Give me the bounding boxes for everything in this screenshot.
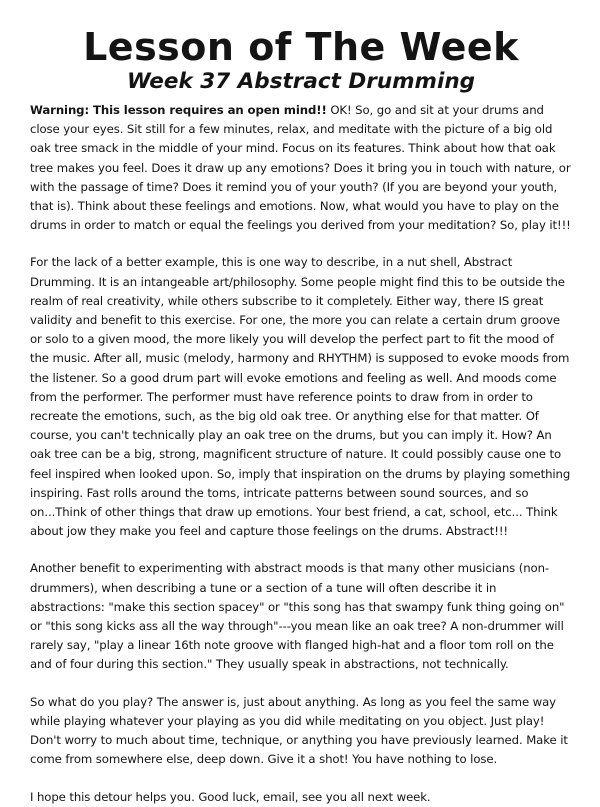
- paragraph-text: So what do you play? The answer is, just about anything. As long as you feel the same way while playing whatever your playing as you did while meditating on you object. Just play! Don't worry to much about time, technique, or anything you have previously learned. Make it come from somewhere else, deep down. Give it a shot! You have nothing to lose.: [30, 694, 568, 767]
- paragraph-warning: [30, 101, 572, 235]
- paragraph-text: For the lack of a better example, this is one way to describe, in a nut shell, Abstract Drumming. It is an intangeable art/philosophy. Some people might find this to be outside the realm of real creativity, while others subscribe to it completely. Either way, there IS great validity and benefit to this exercise. For one, the more you can relate a certain drum groove or solo to a given mood, the more likely you will develop the perfect part to fit the mood of the music. After all, music (melody, harmony and RHYTHM) is supposed to evoke moods from the listener. So a good drum part will evoke emotions and feeling as well. And moods come from the performer. The performer must have reference points to draw from in order to recreate the emotions, such, as the big old oak tree. Or anything else for that matter. Of course, you can't technically play an oak tree on the drums, but you can imply it. How? An oak tree can be a big, strong, magnificent structure of nature. It could possibly cause one to feel inspired when looked upon. So, imply that inspiration on the drums by playing something inspiring. Fast rolls around the toms, intricate patterns between sound sources, and so on...Think of other things that draw up emotions. Your best friend, a cat, school, etc... Think about jow they make you feel and capture those feelings on the drums. Abstract!!!: [30, 255, 571, 539]
- paragraph-benefit: [30, 559, 572, 674]
- paragraph-what-to-play: [30, 693, 572, 770]
- paragraph-text: OK! So, go and sit at your drums and close your eyes. Sit still for a few minutes, relax, and meditate with the picture of a big old oak tree smack in the middle of your mind. Focus on its features. Think about how that oak tree makes you feel. Does it draw up any emotions? Does it bring you in touch with nature, or with the passage of time? Does it remind you of your youth? (If you are beyond your youth, that is). Think about these feelings and emotions. Now, what would you have to play on the drums in order to match or equal the feelings you derived from your meditation? So, play it!!!: [30, 103, 571, 233]
- warning-lead: Warning: This lesson requires an open mind!!: [30, 103, 327, 117]
- paragraph-abstract-drumming: [30, 253, 572, 541]
- paragraph-text: I hope this detour helps you. Good luck, email, see you all next week.: [30, 789, 431, 804]
- paragraph-closing: [30, 788, 572, 807]
- page-subtitle: Week 37 Abstract Drumming: [126, 69, 476, 94]
- paragraph-text: Another benefit to experimenting with abstract moods is that many other musicians (non-drummers), when describing a tune or a section of a tune will often describe it in abstractions: "make this section spacey" or "this song has that swampy funk thing going on" or "this song kicks ass all the way through"---you mean like an oak tree? A non-drummer will rarely say, "play a linear 16th note groove with flanged high-hat and a floor tom roll on the and of four during this section." They usually speak in abstractions, not technically.: [30, 561, 565, 672]
- page-title: Lesson of The Week: [83, 25, 519, 69]
